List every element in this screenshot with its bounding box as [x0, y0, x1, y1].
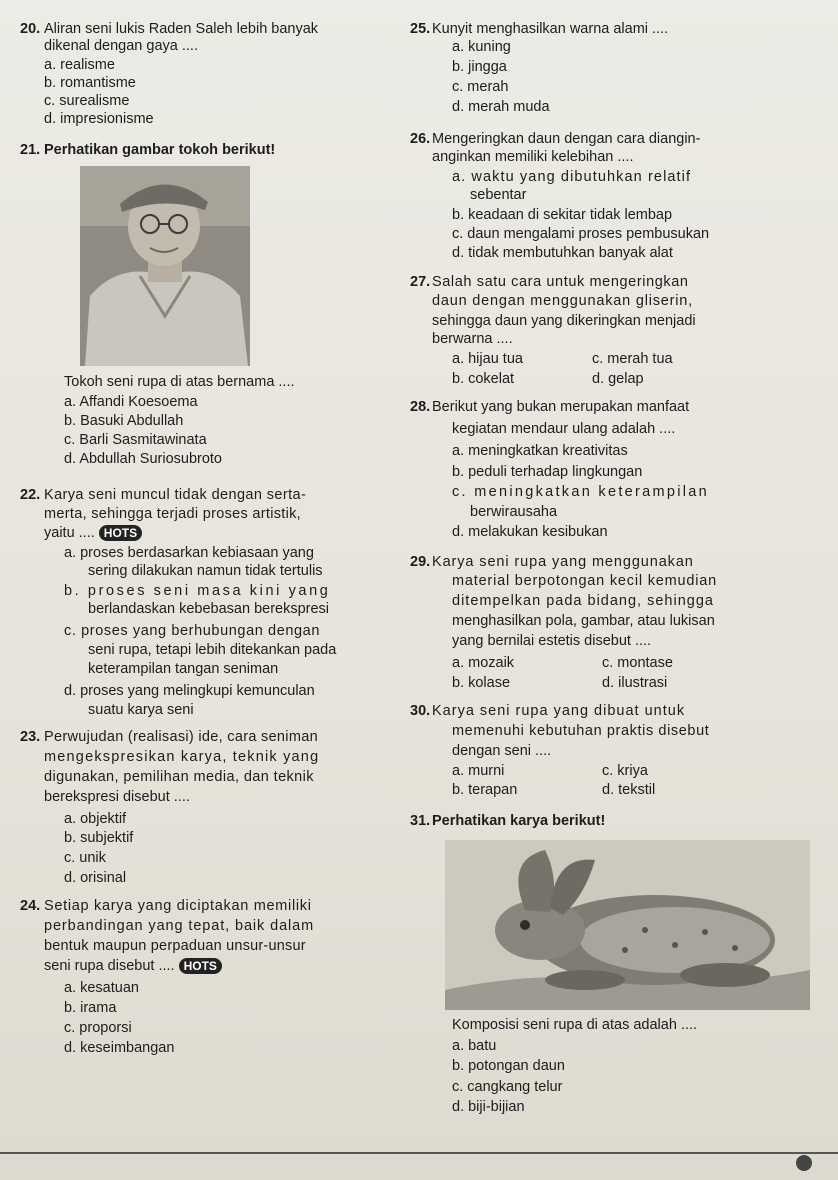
q30-line1: Karya seni rupa yang dibuat untuk [432, 703, 686, 719]
q24-line2: perbandingan yang tepat, baik dalam [44, 918, 315, 934]
q29-option-b[interactable]: b. kolase [452, 675, 511, 691]
q21-option-b[interactable]: b. Basuki Abdullah [64, 413, 184, 429]
q22-line1: Karya seni muncul tidak dengan serta- [44, 487, 307, 503]
q28-option-a[interactable]: a. meningkatkan kreativitas [452, 443, 628, 459]
q23-number: 23. [20, 729, 41, 745]
q25-number: 25. [410, 21, 431, 37]
q30-option-a[interactable]: a. murni [452, 763, 505, 779]
q26-number: 26. [410, 131, 431, 147]
q29-line5: yang bernilai estetis disebut .... [452, 633, 652, 649]
q22-option-a-line2: sering dilakukan namun tidak tertulis [88, 563, 323, 579]
q22-option-c-line2: seni rupa, tetapi lebih ditekankan pada [88, 642, 337, 658]
q25-option-d[interactable]: d. merah muda [452, 99, 550, 115]
q23-option-d[interactable]: d. orisinal [64, 870, 127, 886]
page-bottom-rule [0, 1152, 838, 1154]
q24-line4-wrap [44, 957, 222, 975]
q25-option-b[interactable]: b. jingga [452, 59, 507, 75]
q24-line4: seni rupa disebut .... [44, 958, 175, 974]
q31-number: 31. [410, 813, 431, 829]
q24-option-b[interactable]: b. irama [64, 1000, 117, 1016]
q26-option-b[interactable]: b. keadaan di sekitar tidak lembap [452, 207, 673, 223]
q22-option-b-line1[interactable]: b. proses seni masa kini yang [64, 583, 331, 599]
q21-option-d[interactable]: d. Abdullah Suriosubroto [64, 451, 222, 467]
q23-option-b[interactable]: b. subjektif [64, 830, 134, 846]
q28-line1: Berikut yang bukan merupakan manfaat [432, 399, 690, 415]
q23-line3: digunakan, pemilihan media, dan teknik [44, 769, 314, 785]
q28-option-b[interactable]: b. peduli terhadap lingkungan [452, 464, 643, 480]
hots-badge: HOTS [179, 958, 222, 974]
q26-line1: Mengeringkan daun dengan cara diangin- [432, 131, 701, 147]
q20-number: 20. [20, 21, 41, 37]
q24-option-d[interactable]: d. keseimbangan [64, 1040, 175, 1056]
q21-number: 21. [20, 142, 41, 158]
q21-option-a[interactable]: a. Affandi Koesoema [64, 394, 198, 410]
q25-text: Kunyit menghasilkan warna alami .... [432, 21, 669, 37]
q23-option-a[interactable]: a. objektif [64, 811, 127, 827]
q27-line2: daun dengan menggunakan gliserin, [432, 293, 693, 309]
q31-caption: Komposisi seni rupa di atas adalah .... [452, 1017, 698, 1033]
q25-option-c[interactable]: c. merah [452, 79, 509, 95]
q22-number: 22. [20, 487, 41, 503]
q22-line3: yaitu .... [44, 525, 95, 541]
q31-option-b[interactable]: b. potongan daun [452, 1058, 565, 1074]
q28-line2: kegiatan mendaur ulang adalah .... [452, 421, 676, 437]
q30-option-b[interactable]: b. terapan [452, 782, 518, 798]
q29-line3: ditempelkan pada bidang, sehingga [452, 593, 714, 609]
q29-option-d[interactable]: d. ilustrasi [602, 675, 668, 691]
q27-option-b[interactable]: b. cokelat [452, 371, 515, 387]
q22-line2: merta, sehingga terjadi proses artistik, [44, 506, 301, 522]
q29-line1: Karya seni rupa yang menggunakan [432, 554, 694, 570]
q28-option-d[interactable]: d. melakukan kesibukan [452, 524, 608, 540]
q27-option-c[interactable]: c. merah tua [592, 351, 673, 367]
rabbit-mosaic-image [445, 840, 810, 1010]
q27-line3: sehingga daun yang dikeringkan menjadi [432, 313, 696, 329]
q22-option-c-line3: keterampilan tangan seniman [88, 661, 279, 677]
q24-option-c[interactable]: c. proporsi [64, 1020, 132, 1036]
q28-option-c-line2: berwirausaha [470, 504, 558, 520]
q27-line1: Salah satu cara untuk mengeringkan [432, 274, 689, 290]
q27-option-a[interactable]: a. hijau tua [452, 351, 523, 367]
q23-option-c[interactable]: c. unik [64, 850, 106, 866]
q20-option-d[interactable]: d. impresionisme [44, 111, 154, 127]
q24-line3: bentuk maupun perpaduan unsur-unsur [44, 938, 306, 954]
q21-caption: Tokoh seni rupa di atas bernama .... [64, 374, 295, 390]
q26-option-c[interactable]: c. daun mengalami proses pembusukan [452, 226, 710, 242]
q23-line4: berekspresi disebut .... [44, 789, 190, 805]
q31-option-a[interactable]: a. batu [452, 1038, 497, 1054]
q23-line1: Perwujudan (realisasi) ide, cara seniman [44, 729, 318, 745]
q26-option-a-line2: sebentar [470, 187, 527, 203]
q31-option-d[interactable]: d. biji-bijian [452, 1099, 525, 1115]
q29-line2: material berpotongan kecil kemudian [452, 573, 717, 589]
q20-option-a[interactable]: a. realisme [44, 57, 115, 73]
q27-line4: berwarna .... [432, 331, 513, 347]
q28-option-c-line1[interactable]: c. meningkatkan keterampilan [452, 484, 710, 500]
q31-option-c[interactable]: c. cangkang telur [452, 1079, 563, 1095]
q30-option-c[interactable]: c. kriya [602, 763, 648, 779]
q26-option-a-line1[interactable]: a. waktu yang dibutuhkan relatif [452, 169, 692, 185]
q27-option-d[interactable]: d. gelap [592, 371, 644, 387]
portrait-photo [80, 166, 250, 366]
q22-option-b-line2: berlandaskan kebebasan berekspresi [88, 601, 330, 617]
q22-option-a-line1[interactable]: a. proses berdasarkan kebiasaan yang [64, 545, 314, 561]
q21-text: Perhatikan gambar tokoh berikut! [44, 142, 276, 158]
q20-option-b[interactable]: b. romantisme [44, 75, 136, 91]
q23-line2: mengekspresikan karya, teknik yang [44, 749, 320, 765]
q21-option-c[interactable]: c. Barli Sasmitawinata [64, 432, 207, 448]
q27-number: 27. [410, 274, 431, 290]
q20-text-line1: Aliran seni lukis Raden Saleh lebih banyak [44, 21, 319, 37]
q30-option-d[interactable]: d. tekstil [602, 782, 656, 798]
q30-line2: memenuhi kebutuhan praktis disebut [452, 723, 710, 739]
q22-option-d-line2: suatu karya seni [88, 702, 194, 718]
q25-option-a[interactable]: a. kuning [452, 39, 511, 55]
q29-option-a[interactable]: a. mozaik [452, 655, 515, 671]
hots-badge: HOTS [99, 525, 142, 541]
q28-number: 28. [410, 399, 431, 415]
q29-line4: menghasilkan pola, gambar, atau lukisan [452, 613, 715, 629]
q30-number: 30. [410, 703, 431, 719]
corner-dot [796, 1155, 812, 1171]
q22-option-d-line1[interactable]: d. proses yang melingkupi kemunculan [64, 683, 315, 699]
q22-line3-wrap [44, 524, 142, 542]
q26-line2: anginkan memiliki kelebihan .... [432, 149, 634, 165]
q29-option-c[interactable]: c. montase [602, 655, 673, 671]
q22-option-c-line1[interactable]: c. proses yang berhubungan dengan [64, 623, 321, 639]
q20-option-c[interactable]: c. surealisme [44, 93, 130, 109]
q26-option-d[interactable]: d. tidak membutuhkan banyak alat [452, 245, 673, 261]
q30-line3: dengan seni .... [452, 743, 552, 759]
q24-number: 24. [20, 898, 41, 914]
q31-text: Perhatikan karya berikut! [432, 813, 606, 829]
q24-line1: Setiap karya yang diciptakan memiliki [44, 898, 312, 914]
q29-number: 29. [410, 554, 431, 570]
q20-text-line2: dikenal dengan gaya .... [44, 38, 198, 54]
q24-option-a[interactable]: a. kesatuan [64, 980, 139, 996]
